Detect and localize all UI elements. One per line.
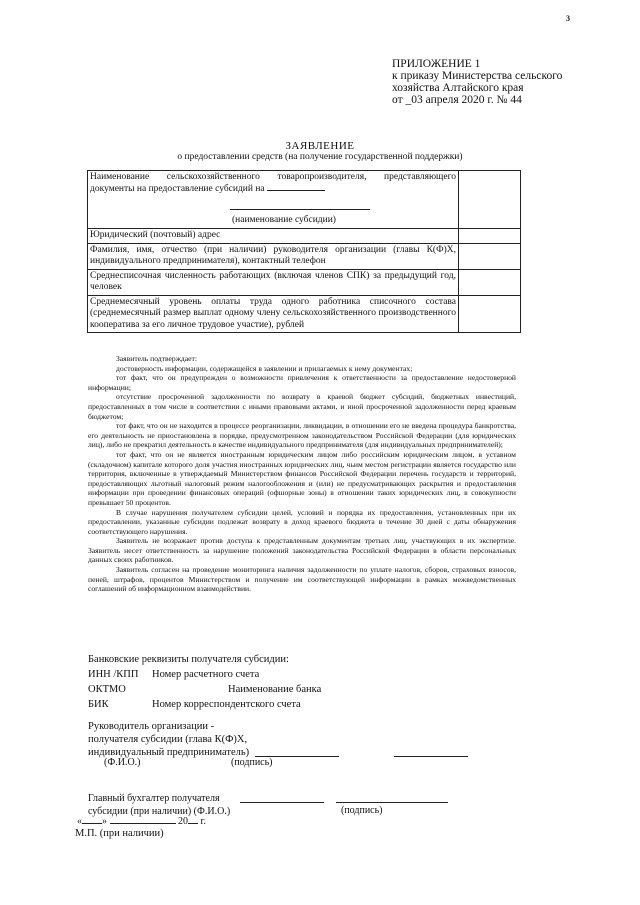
appendix-line: к приказу Министерства сельского bbox=[392, 70, 563, 82]
table-cell-label: Среднемесячный уровень оплаты труда одного работника списочного состава (среднемесячный размер выплат одному члену сельскохозяйственного производственного кооператива за его личное трудовое участие), рублей bbox=[88, 295, 459, 333]
head-title-line: получателя субсидии (глава К(Ф)Х, bbox=[88, 734, 248, 745]
paragraph: тот факт, что он не является иностранным юридическим лицом либо российским юридическим лицом, в уставном (складочном) капитале которого доля участия иностранных юридических лиц, чьим местом регистрации является государство или территория, включенные в утверждаемый Министерством финансов Российской Федерации перечень государств и территорий, предоставляющих льготный налоговый режим налогообложения и (или) не предусматривающих раскрытия и предоставления информации при проведении финансовых операций (офшорные зоны) в отношении таких юридических лиц, в совокупности превышает 50 процентов. bbox=[88, 449, 516, 507]
date-year-prefix: 20 bbox=[178, 816, 188, 827]
paragraph: Заявитель подтверждает: bbox=[116, 354, 197, 363]
paragraph: Заявитель не возражает против доступа к представленным документам третьих лиц, участвующих в их экспертизе. Заявитель несет ответственность за нарушение положений законодательства Российской Федерации в области персональных данных своих работников. bbox=[88, 536, 516, 565]
correspondent-account-label: Номер корреспондентского счета bbox=[152, 699, 301, 710]
bank-details bbox=[88, 652, 321, 712]
paragraph: Заявитель согласен на проведение мониторинга наличия задолженности по уплате налогов, сборов, страховых взносов, пеней, штрафов, процентов Министерством и получение им соответствующей информации в рамках межведомственных соглашений об информационном взаимодействии. bbox=[88, 565, 516, 594]
table-value-cell[interactable] bbox=[459, 269, 521, 295]
table-cell-label: Среднесписочная численность работающих (включая членов СПК) за предыдущий год, человек bbox=[88, 269, 459, 295]
head-signature-block bbox=[88, 720, 249, 759]
applicant-info-table bbox=[87, 170, 521, 333]
document-title: ЗАЯВЛЕНИЕ bbox=[285, 140, 355, 152]
table-value-cell[interactable] bbox=[459, 171, 521, 229]
table-value-cell[interactable] bbox=[459, 295, 521, 333]
bik-label: БИК bbox=[88, 699, 109, 710]
inn-label: ИНН /КПП bbox=[88, 669, 139, 680]
accountant-title-line: субсидии (при наличии) (Ф.И.О.) bbox=[88, 806, 231, 817]
signature-label: (подпись) bbox=[231, 757, 273, 768]
accountant-title-line: Главный бухгалтер получателя bbox=[88, 793, 220, 804]
paragraph: тот факт, что он предупрежден о возможности привлечения к ответственности за предоставление недостоверной информации; bbox=[88, 373, 516, 392]
account-number-label: Номер расчетного счета bbox=[152, 669, 260, 680]
bank-name-label: Наименование банка bbox=[228, 684, 322, 695]
date-line bbox=[77, 816, 206, 827]
bank-details-title: Банковские реквизиты получателя субсидии: bbox=[88, 654, 289, 665]
table-value-cell[interactable] bbox=[459, 243, 521, 269]
table-row bbox=[88, 171, 521, 229]
page-number: 3 bbox=[566, 14, 570, 23]
date-open-quote: « bbox=[77, 816, 82, 827]
paragraph: отсутствие просроченной задолженности по возврату в краевой бюджет субсидий, бюджетных инвестиций, предоставленных в том числе в соответствии с иными правовыми актами, и иной просроченной задолженности перед краевым бюджетом; bbox=[88, 392, 516, 421]
table-value-cell[interactable] bbox=[459, 229, 521, 244]
table-row bbox=[88, 295, 521, 333]
accountant-signature-label: (подпись) bbox=[341, 805, 383, 816]
date-suffix: г. bbox=[200, 816, 206, 827]
head-signature-line[interactable] bbox=[394, 756, 468, 757]
appendix-title: ПРИЛОЖЕНИЕ 1 bbox=[392, 58, 481, 70]
date-year-field[interactable] bbox=[188, 823, 198, 824]
date-day-field[interactable] bbox=[82, 823, 102, 824]
date-month-field[interactable] bbox=[110, 823, 176, 824]
paragraph: достоверность информации, содержащейся в заявлении и прилагаемых к нему документах; bbox=[116, 363, 413, 373]
applicant-confirmation-text bbox=[88, 354, 516, 594]
appendix-block bbox=[392, 58, 562, 106]
table-cell-hint: (наименование субсидии) bbox=[232, 215, 336, 225]
table-row bbox=[88, 229, 521, 244]
table-cell-label: Юридический (почтовый) адрес bbox=[88, 229, 459, 244]
appendix-line: хозяйства Алтайского края bbox=[392, 82, 524, 94]
table-cell-label: Фамилия, имя, отчество (при наличии) руководителя организации (главы К(Ф)Х, индивидуального предпринимателя), контактный телефон bbox=[88, 243, 459, 269]
head-title-line: индивидуальный предприниматель) bbox=[88, 747, 250, 758]
accountant-signature-block bbox=[88, 792, 230, 818]
accountant-fio-line[interactable] bbox=[240, 802, 324, 803]
date-close-quote: » bbox=[102, 816, 107, 827]
table-row bbox=[88, 269, 521, 295]
accountant-signature-line[interactable] bbox=[336, 802, 448, 803]
stamp-note: М.П. (при наличии) bbox=[75, 828, 164, 839]
paragraph: В случае нарушения получателем субсидии целей, условий и порядка их предоставления, установленных при их предоставлении, указанные субсидии подлежат возврату в доход краевого бюджета в течение 30 дней с даты обнаружения соответствующего нарушения. bbox=[88, 507, 516, 536]
fio-label: (Ф.И.О.) bbox=[104, 757, 141, 768]
table-row bbox=[88, 243, 521, 269]
oktmo-label: ОКТМО bbox=[88, 684, 126, 695]
appendix-line: от _03 апреля 2020 г. № 44 bbox=[392, 94, 522, 106]
document-subtitle: о предоставлении средств (на получение государственной поддержки) bbox=[177, 152, 463, 162]
table-cell-label: Наименование сельскохозяйственного товаропроизводителя, представляющего документы на предоставление субсидий на bbox=[90, 172, 456, 194]
head-title-line: Руководитель организации - bbox=[88, 721, 215, 732]
paragraph: тот факт, что он не находится в процессе реорганизации, ликвидации, в отношении его не введена процедура банкротства, его деятельность не приостановлена в порядке, предусмотренном законодательством Российской Федерации (для юридических лиц), либо не прекратил деятельность в качестве индивидуального предпринимателя (для индивидуальных предпринимателей); bbox=[88, 421, 516, 450]
